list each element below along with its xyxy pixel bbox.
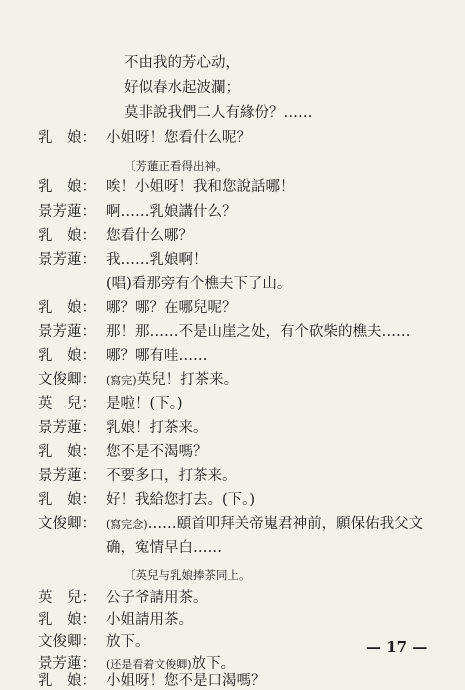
speaker-label: 乳 娘： — [38, 612, 96, 628]
speaker-label: 乳 娘： — [38, 348, 96, 364]
dialogue-text: 您不是不渴嗎？ — [106, 444, 208, 460]
speaker-label: 乳 娘： — [38, 492, 96, 508]
speaker-label: 乳 娘： — [38, 228, 96, 244]
verse-line: 莫非說我們二人有緣份？…… — [124, 105, 313, 121]
speaker-label: 景芳蓮： — [38, 656, 96, 672]
dialogue-text: 您看什么哪？ — [106, 228, 193, 244]
speaker-label: 文俊卿： — [38, 634, 96, 650]
dialogue-text: 公子爷請用茶。 — [106, 590, 208, 606]
speaker-label: 乳 娘： — [38, 130, 96, 146]
dialogue-text: 啊……乳娘講什么？ — [106, 204, 237, 220]
dialogue-line: 放下。 — [191, 656, 236, 672]
dialogue-text: 小姐呀！您不是口渴嗎？ — [106, 673, 266, 689]
dialogue-text: 小姐請用茶。 — [106, 612, 193, 628]
speaker-label: 景芳蓮： — [38, 420, 96, 436]
dialogue-continuation: 确，寃情早白…… — [106, 540, 222, 556]
dialogue-text: 哪？哪？在哪兒呢？ — [106, 300, 237, 316]
dialogue-text: 那！那……不是山崖之处，有个砍柴的樵夫…… — [106, 324, 411, 340]
dialogue-text: 不要多口，打茶来。 — [106, 468, 237, 484]
speaker-label: 景芳蓮： — [38, 252, 96, 268]
dialogue-text: 是啦！(下。) — [106, 396, 183, 412]
speaker-label: 英 兒： — [38, 590, 96, 606]
page-number: — 17 — — [366, 638, 428, 656]
stage-note: (寫完念) — [106, 518, 148, 531]
speaker-label: 文俊卿： — [38, 372, 96, 388]
dialogue-text: 我……乳娘啊！ — [106, 252, 208, 268]
stage-note: (还是看着文俊卿) — [106, 658, 192, 671]
dialogue-continuation: (唱)看那旁有个樵夫下了山。 — [106, 276, 292, 292]
verse-line: 不由我的芳心动， — [124, 55, 240, 71]
speaker-label: 景芳蓮： — [38, 204, 96, 220]
dialogue-line: ……頤首叩拜关帝嵬君神前，願保佑我父文 — [147, 516, 424, 532]
speaker-label: 景芳蓮： — [38, 324, 96, 340]
stage-direction: 〔英兒与乳娘捧茶同上。 — [124, 568, 251, 582]
speaker-label: 乳 娘： — [38, 444, 96, 460]
speaker-label: 英 兒： — [38, 396, 96, 412]
speaker-label: 景芳蓮： — [38, 468, 96, 484]
dialogue-text — [106, 515, 423, 534]
dialogue-text — [106, 371, 238, 390]
dialogue-text: 唉！小姐呀！我和您說話哪！ — [106, 179, 295, 195]
dialogue-text: 哪？哪有哇…… — [106, 348, 208, 364]
dialogue-line: 英兒！打茶来。 — [136, 372, 239, 388]
dialogue-text: 乳娘！打茶来。 — [106, 420, 208, 436]
stage-direction: 〔芳蓮正看得出神。 — [124, 159, 228, 173]
stage-note: (寫完) — [106, 374, 137, 387]
dialogue-text: 小姐呀！您看什么呢？ — [106, 130, 251, 146]
speaker-label: 乳 娘： — [38, 300, 96, 316]
dialogue-text: 好！我給您打去。(下。) — [106, 492, 256, 508]
speaker-label: 乳 娘： — [38, 179, 96, 195]
speaker-label: 文俊卿： — [38, 516, 96, 532]
dialogue-text: 放下。 — [106, 634, 150, 650]
verse-line: 好似春水起波瀾； — [124, 80, 240, 96]
speaker-label: 乳 娘： — [38, 673, 96, 689]
